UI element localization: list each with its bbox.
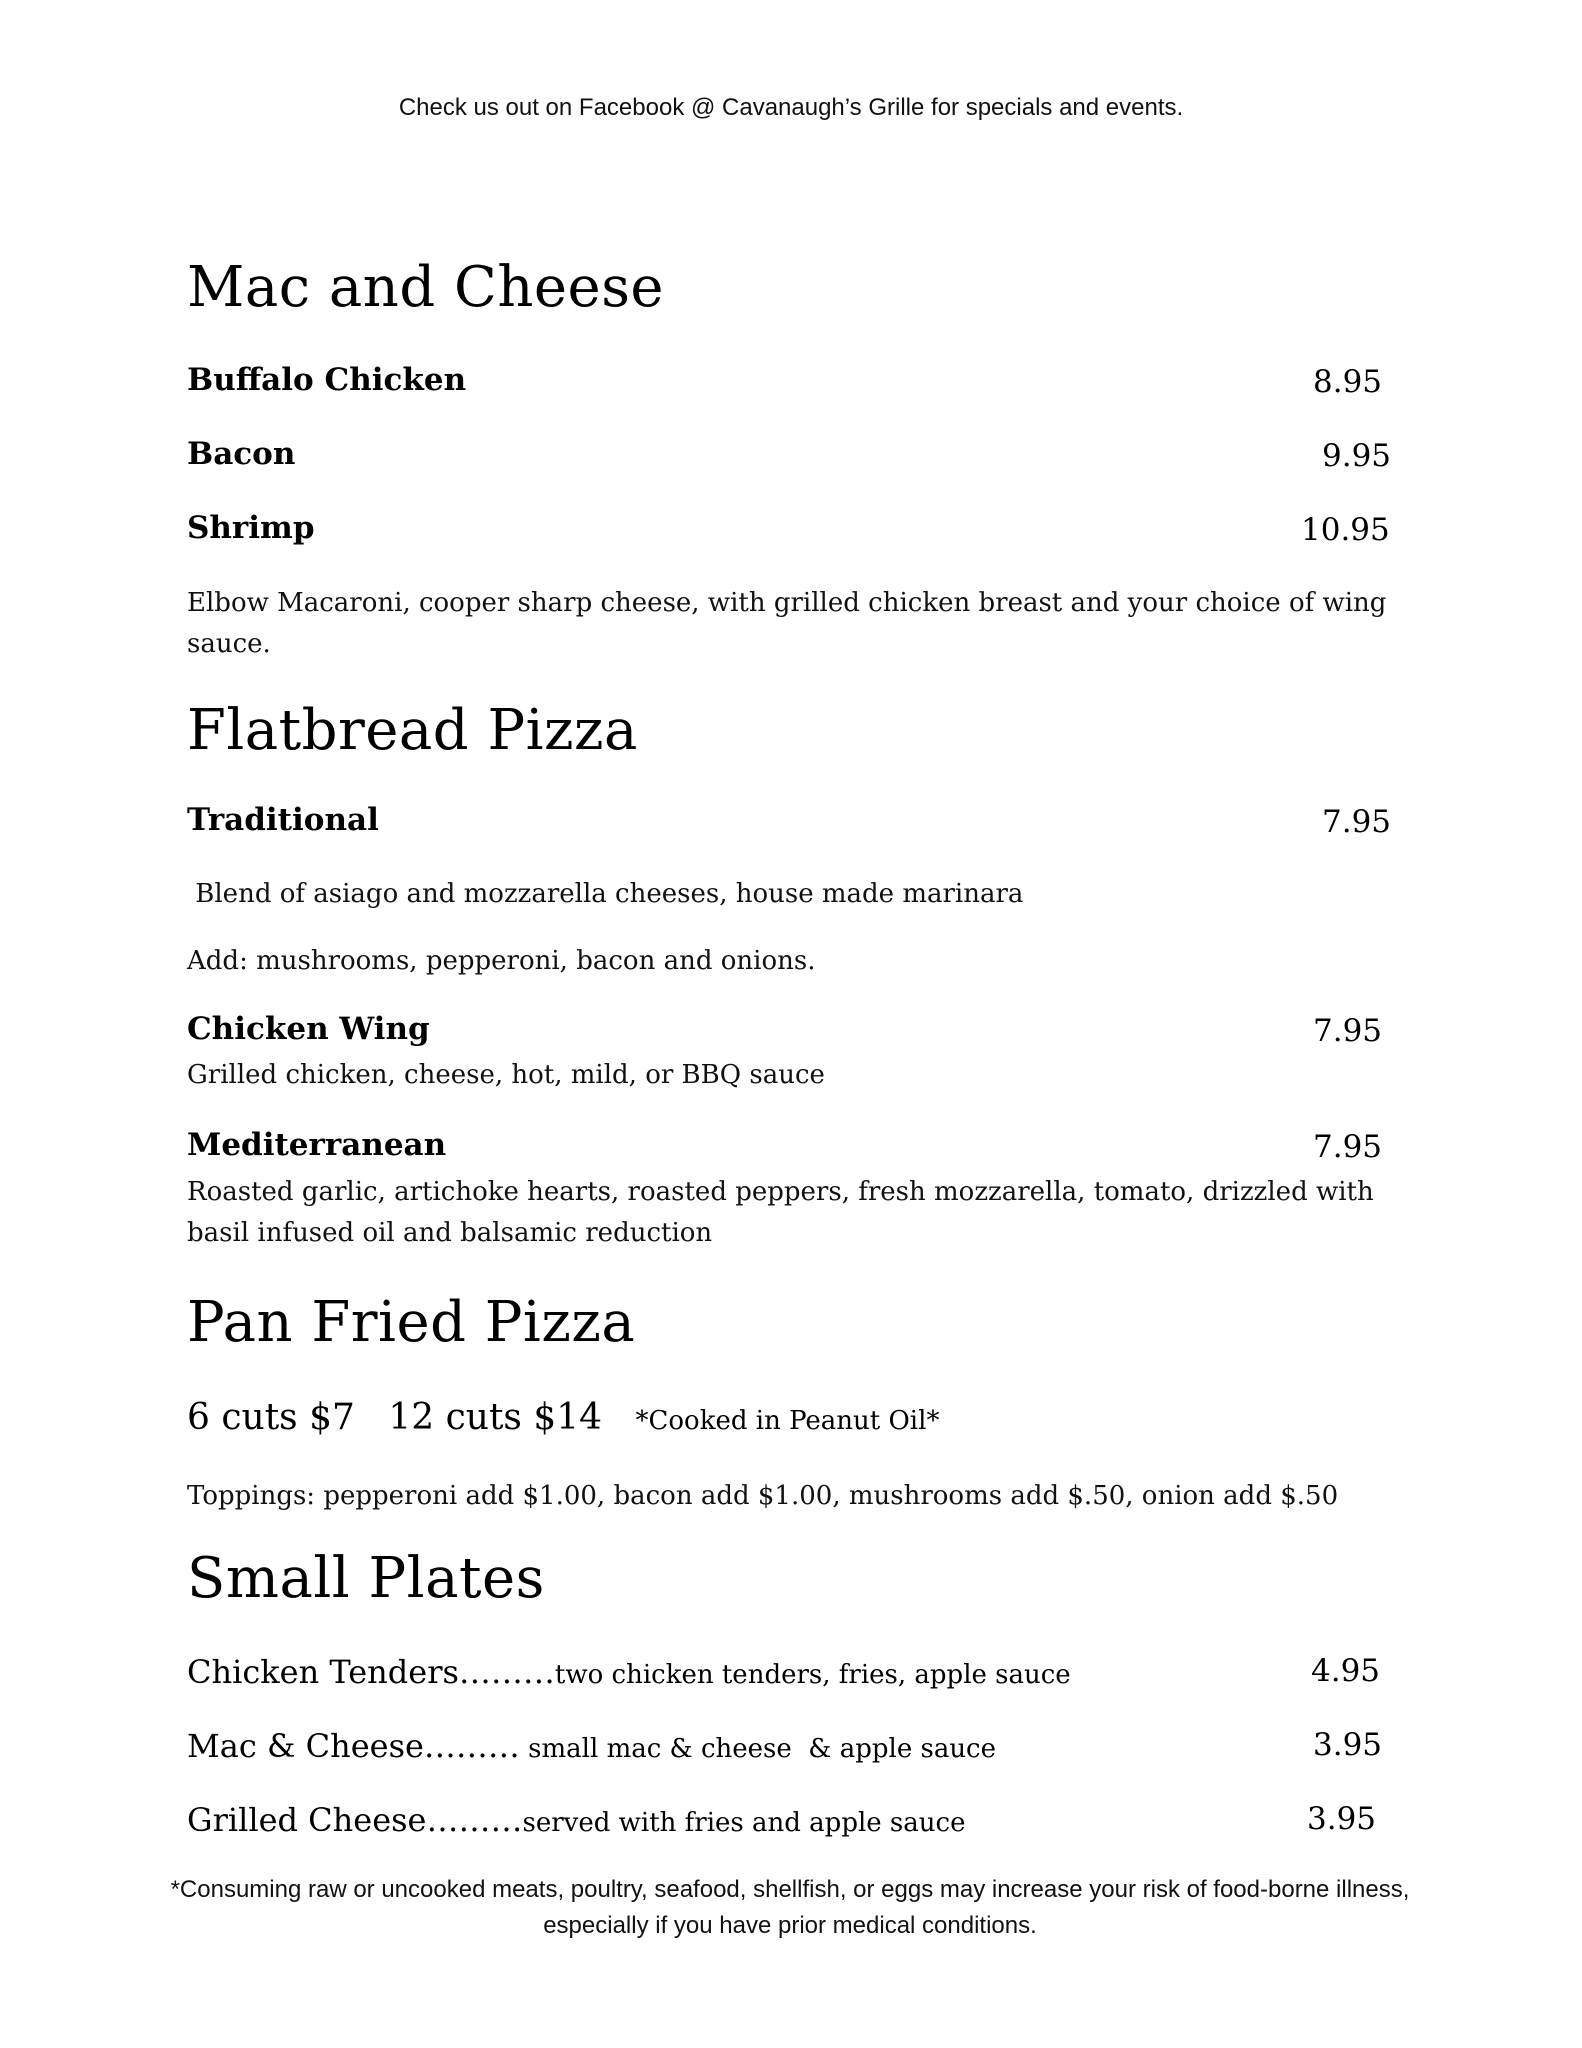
plate-name: Grilled Cheese……… [187, 1801, 523, 1839]
traditional-add-ons: Add: mushrooms, pepperoni, bacon and onions. [187, 946, 816, 976]
item-name: Traditional [187, 802, 379, 838]
pan-pizza-toppings: Toppings: pepperoni add $1.00, bacon add $1.00, mushrooms add $.50, onion add $.50 [187, 1481, 1339, 1511]
item-name: Bacon [187, 436, 296, 472]
menu-item-buffalo-chicken [187, 362, 1387, 402]
chicken-wing-description: Grilled chicken, cheese, hot, mild, or BBQ sauce [187, 1060, 825, 1090]
item-name: Buffalo Chicken [187, 362, 467, 398]
facebook-note: Check us out on Facebook @ Cavanaugh’s Grille for specials and events. [398, 94, 1184, 121]
item-name: Shrimp [187, 510, 315, 546]
mac-description: Elbow Macaroni, cooper sharp cheese, with grilled chicken breast and your choice of wing sauce. [187, 588, 1387, 659]
section-title-pan-fried-pizza: Pan Fried Pizza [187, 1290, 636, 1355]
section-title-mac-and-cheese: Mac and Cheese [187, 255, 665, 320]
plate-price: 4.95 [1311, 1653, 1381, 1689]
plate-name: Mac & Cheese……… [187, 1727, 520, 1765]
menu-item-chicken-wing [187, 1011, 1387, 1051]
section-title-small-plates: Small Plates [187, 1546, 545, 1611]
twelve-cuts-price: 12 cuts $14 [388, 1397, 603, 1438]
food-safety-disclaimer: *Consuming raw or uncooked meats, poultry, seafood, shellfish, or eggs may increase your risk of food-borne illness, especially if you have prior medical conditions. [170, 1876, 1410, 1939]
plate-price: 3.95 [1307, 1801, 1377, 1837]
menu-item-bacon [187, 436, 1392, 476]
traditional-description: Blend of asiago and mozzarella cheeses, house made marinara [187, 879, 1024, 909]
item-name: Chicken Wing [187, 1011, 430, 1047]
item-price: 7.95 [1313, 1129, 1383, 1165]
item-price: 7.95 [1322, 804, 1392, 840]
item-price: 10.95 [1301, 512, 1390, 548]
plate-description: small mac & cheese & apple sauce [519, 1734, 997, 1764]
plate-description: two chicken tenders, fries, apple sauce [554, 1660, 1071, 1690]
small-plate-mac-and-cheese [187, 1727, 1387, 1767]
plate-name: Chicken Tenders……… [187, 1653, 555, 1691]
section-title-flatbread-pizza: Flatbread Pizza [187, 698, 638, 763]
peanut-oil-note: *Cooked in Peanut Oil* [635, 1406, 940, 1436]
small-plate-chicken-tenders [187, 1653, 1387, 1693]
item-name: Mediterranean [187, 1127, 447, 1163]
six-cuts-price: 6 cuts $7 [187, 1397, 355, 1438]
menu-item-traditional [187, 802, 1392, 842]
menu-item-mediterranean [187, 1127, 1387, 1167]
small-plate-grilled-cheese [187, 1801, 1387, 1841]
item-price: 8.95 [1313, 364, 1383, 400]
item-price: 9.95 [1322, 438, 1392, 474]
pan-pizza-pricing [187, 1397, 961, 1438]
plate-description: served with fries and apple sauce [522, 1808, 966, 1838]
mediterranean-description: Roasted garlic, artichoke hearts, roasted peppers, fresh mozzarella, tomato, drizzled with basil infused oil and balsamic reduction [187, 1177, 1374, 1248]
plate-price: 3.95 [1313, 1727, 1383, 1763]
menu-item-shrimp [187, 510, 1390, 550]
item-price: 7.95 [1313, 1013, 1383, 1049]
